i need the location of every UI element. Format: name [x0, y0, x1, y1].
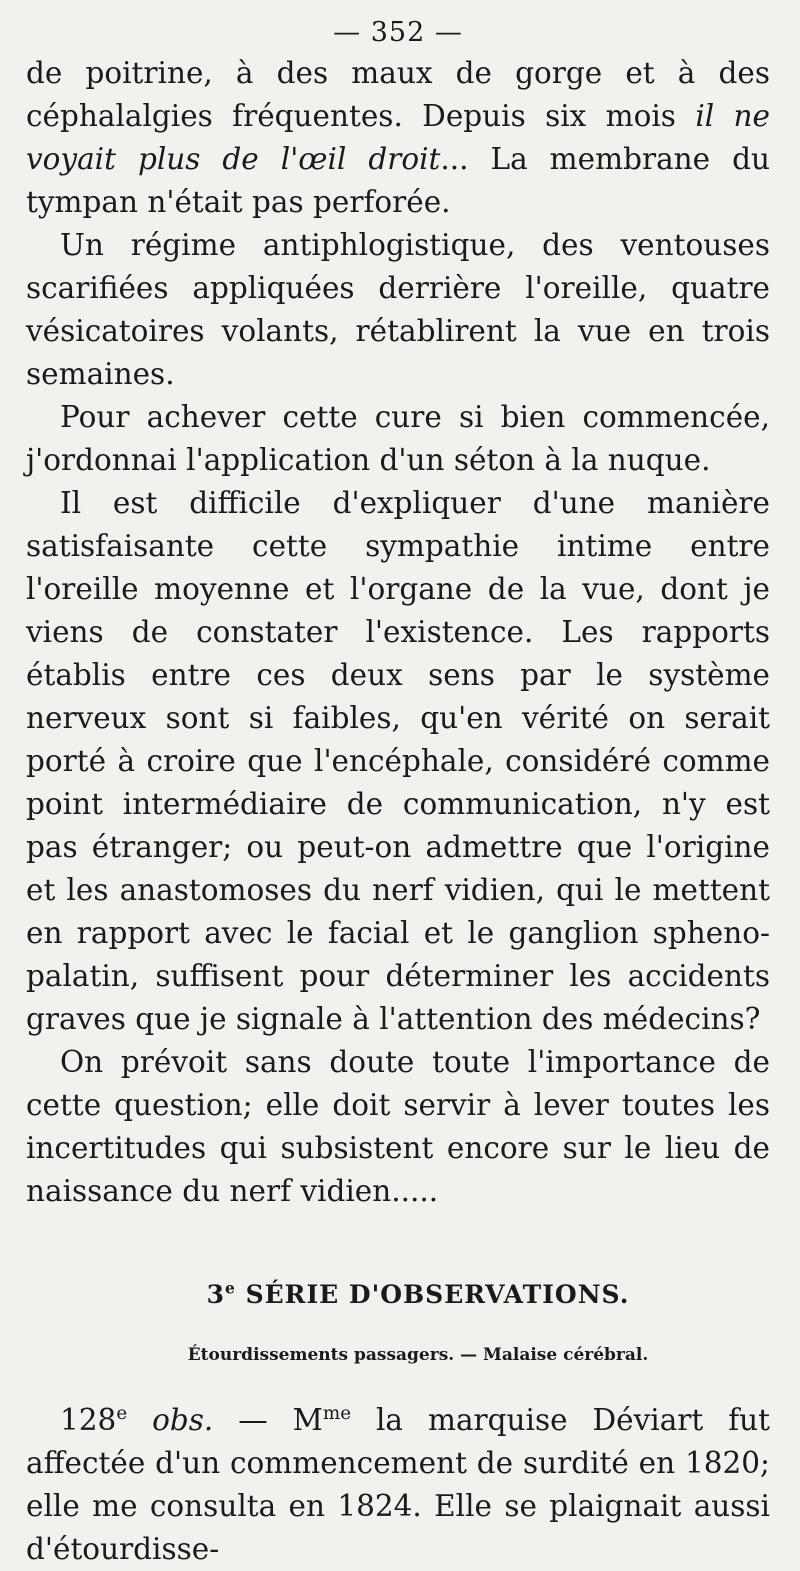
observation-text: la marquise Déviart fut affectée d'un commencement de surdité en 1820; elle me consulta en 1824. Elle se plaignait aussi d'étourdisse-	[26, 1403, 770, 1566]
observation-number-sup: e	[116, 1403, 128, 1425]
section-number: 3	[206, 1280, 225, 1309]
paragraph-1-text: de poitrine, à des maux de gorge et à des céphalalgies fréquentes. Depuis six mois	[26, 56, 770, 133]
observation-title-sup: me	[322, 1403, 352, 1425]
section-title	[66, 1275, 770, 1315]
paragraph-1-text-end: ... La membrane du tympan n'était pas perforée.	[26, 142, 770, 219]
paragraph-1	[26, 52, 770, 224]
paragraph-4: Il est difficile d'expliquer d'une manière satisfaisante cette sympathie intime entre l'oreille moyenne et l'organe de la vue, dont je viens de constater l'existence. Les rapports établis entre ces deux sens par le système nerveux sont si faibles, qu'en vérité on serait porté à croire que l'encéphale, considéré comme point intermédiaire de communication, n'y est pas étranger; ou peut-on admettre que l'origine et les anastomoses du nerf vidien, qui le mettent en rapport avec le facial et le ganglion spheno-palatin, suffisent pour déterminer les accidents graves que je signale à l'attention des médecins?	[26, 486, 770, 1036]
observation-number: 128	[60, 1403, 117, 1437]
paragraph-1-italic: il ne voyait plus de l'œil droit	[26, 99, 770, 176]
observation-dash: — M	[213, 1403, 323, 1437]
section-number-sup: e	[224, 1278, 236, 1298]
body-text	[26, 52, 770, 1213]
paragraph-5: On prévoit sans doute toute l'importance de cette question; elle doit servir à lever toutes les incertitudes qui subsistent encore sur le lieu de naissance du nerf vidien.....	[26, 1045, 770, 1208]
paragraph-2: Un régime antiphlogistique, des ventouses scarifiées appliquées derrière l'oreille, quatre vésicatoires volants, rétablirent la vue en trois semaines.	[26, 228, 770, 391]
observation-block	[26, 1399, 770, 1571]
section-subtitle: Étourdissements passagers. — Malaise cérébral.	[187, 1345, 649, 1365]
page-number: — 352 —	[333, 17, 463, 48]
section-title-text: SÉRIE D'OBSERVATIONS.	[245, 1280, 630, 1309]
observation-abbr: obs.	[152, 1403, 214, 1437]
paragraph-3: Pour achever cette cure si bien commencée, j'ordonnai l'application d'un séton à la nuque.	[26, 400, 770, 477]
observation-paragraph	[26, 1399, 770, 1571]
